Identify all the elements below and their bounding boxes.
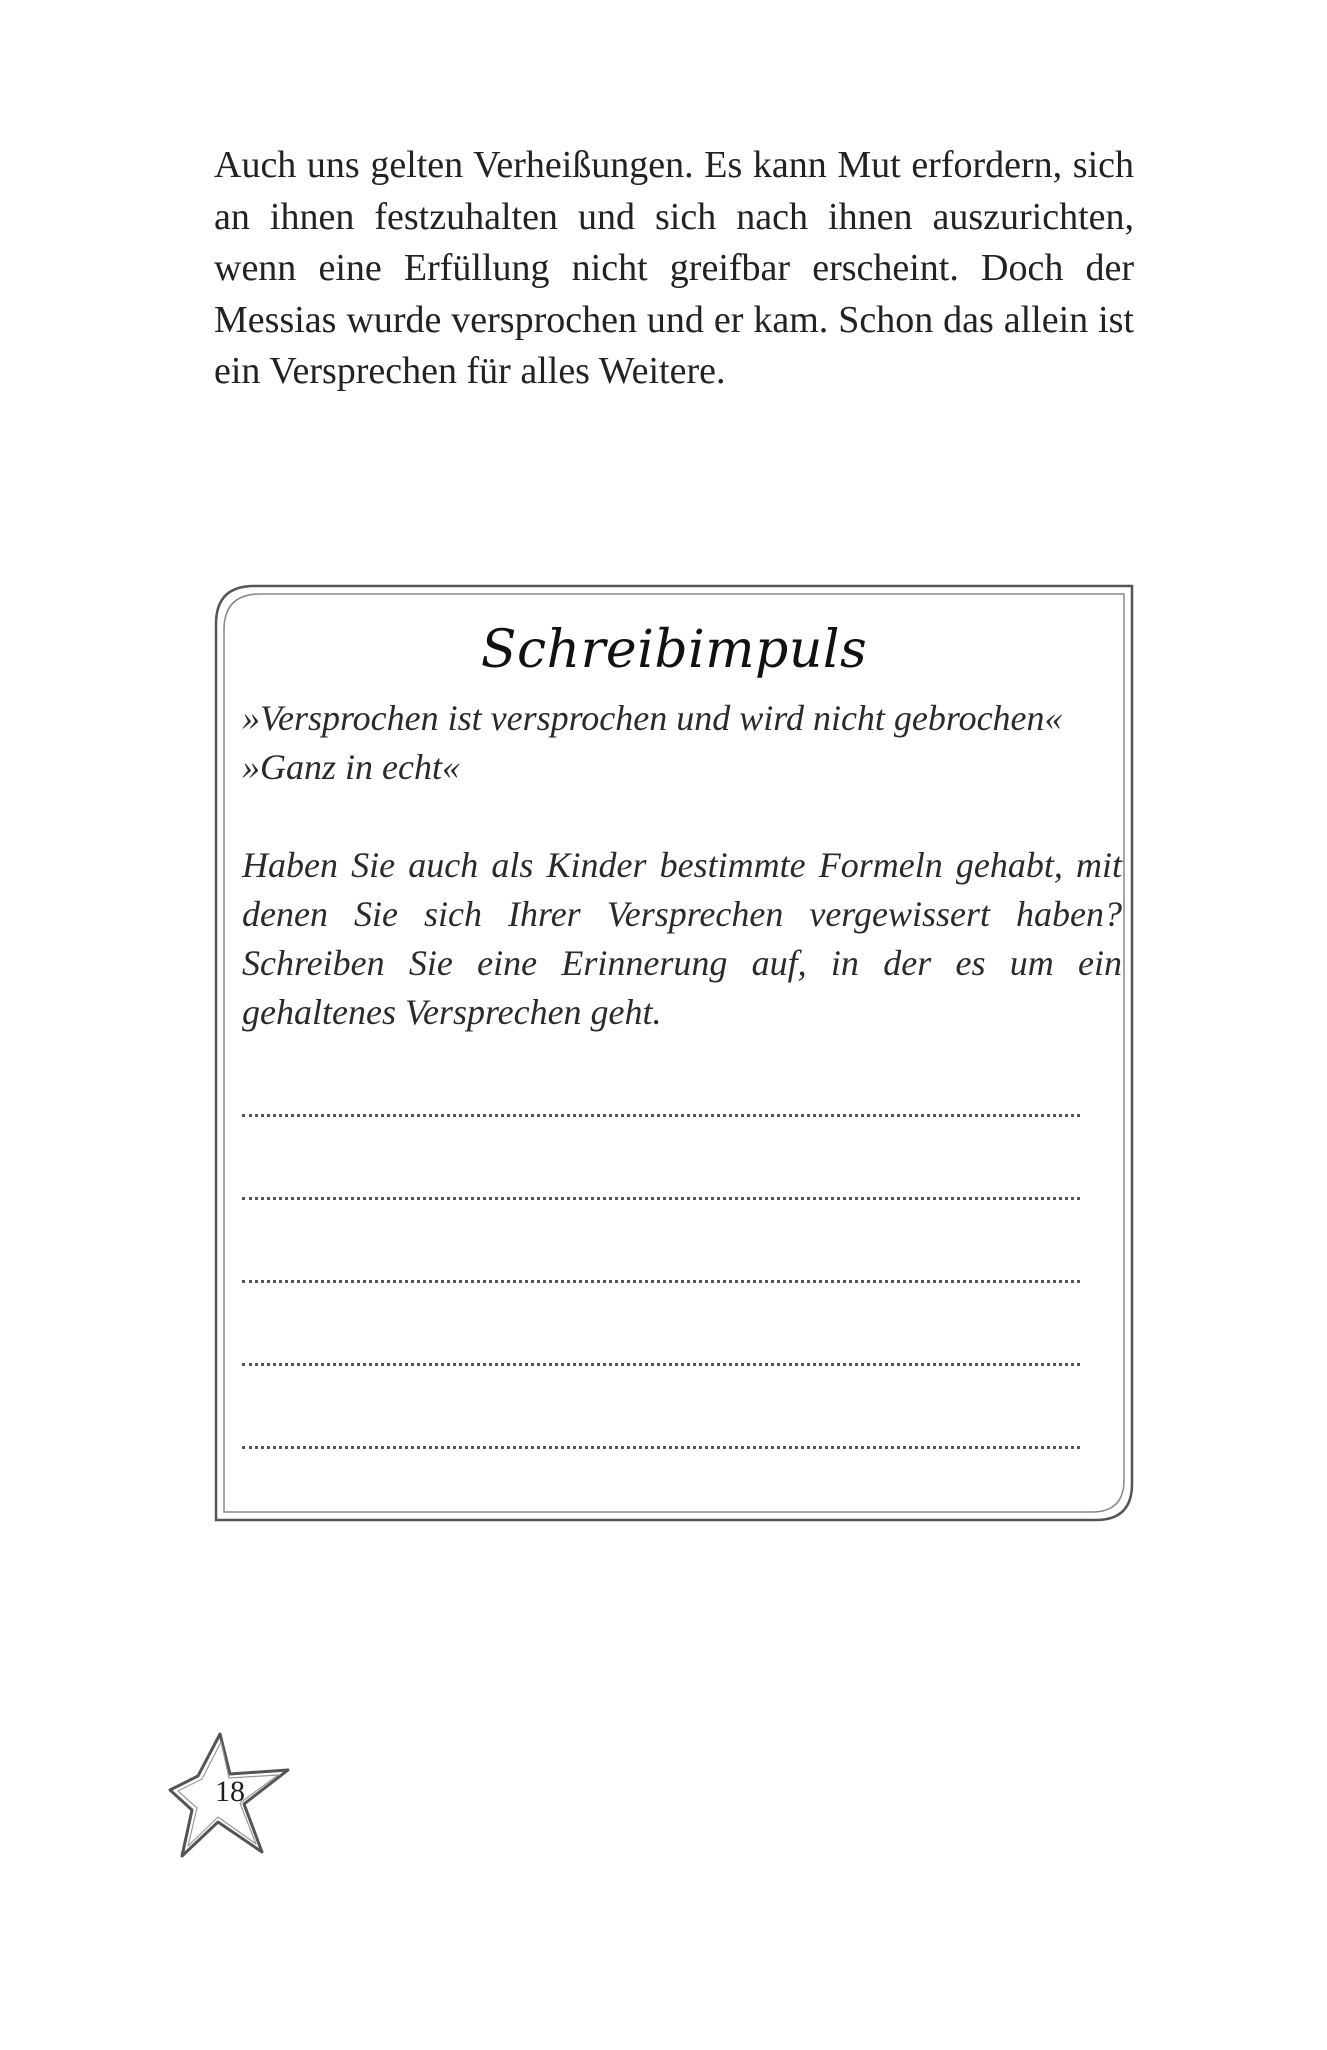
writing-line[interactable] [242,1197,1080,1200]
writing-line[interactable] [242,1114,1080,1117]
writing-line[interactable] [242,1363,1080,1366]
writing-line[interactable] [242,1446,1080,1449]
intro-paragraph: Auch uns gelten Verheißungen. Es kann Mut erfordern, sich an ihnen festzuhalten und sich nach ihnen auszurichten, wenn eine Erfüllung nicht greifbar erscheint. Doch der Messias wurde versprochen und er kam. Schon das allein ist ein Versprechen für alles Weitere. [214,144,1134,392]
page-number-badge [168,1730,292,1858]
prompt-quote-2: »Ganz in echt« [242,747,460,787]
writing-prompt-box [214,584,1134,1524]
prompt-question: Haben Sie auch als Kinder bestimmte Formeln gehabt, mit denen Sie sich Ihrer Versprechen vergewissert haben? Schreiben Sie eine Erinnerung auf, in der es um ein gehaltenes Versprechen geht. [242,845,1122,1032]
prompt-quote-1: »Versprochen ist versprochen und wird nicht gebrochen« [242,698,1063,738]
prompt-title: Schreibimpuls [480,620,868,680]
page-number: 18 [215,1775,245,1808]
writing-line[interactable] [242,1280,1080,1283]
